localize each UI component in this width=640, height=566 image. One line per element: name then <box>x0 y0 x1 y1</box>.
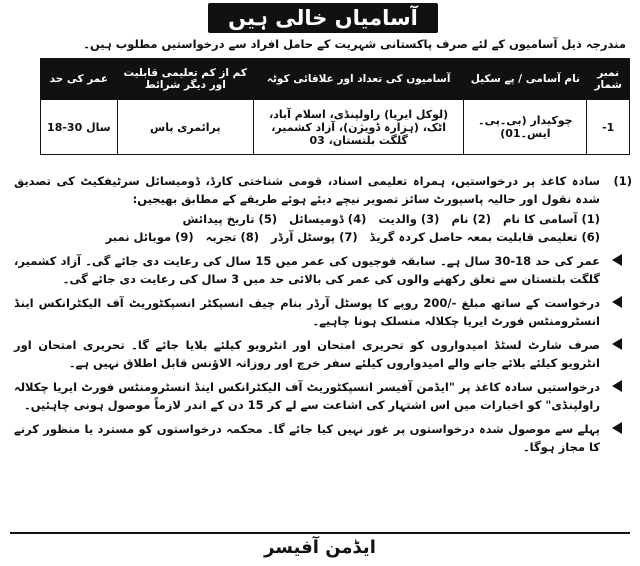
cell-serial: 1- <box>587 100 630 155</box>
header-count-quota: آسامیوں کی تعداد اور علاقائی کوٹہ <box>253 59 464 100</box>
cell-qualification: پرائمری پاس <box>117 100 253 155</box>
detail-item: (9) موبائل نمبر <box>105 230 194 244</box>
footer-divider <box>10 532 630 534</box>
item-text: عمر کی حد 18-30 سال ہے۔ سابقہ فوجیوں کی عمر میں 15 سال کی رعایت دی جائے گی۔ آزاد کشمیر، گلگت بلتستان سے تعلق رکھنے والوں کی عمر کی بالائی حد میں 3 سال کی رعایت دی جائے گی۔ <box>14 254 601 286</box>
item-text: درخواست کے ساتھ مبلغ -/200 روپے کا پوسٹل آرڈر بنام چیف انسپکٹر انسپکٹوریٹ آف الیکٹرانکس اینڈ انسٹرومنٹس فورٹ ایریا چکلالہ منسلک ہونا چاہیے۔ <box>14 296 600 328</box>
header-serial: نمبر شمار <box>587 59 630 100</box>
bullet-arrow-icon <box>612 422 622 434</box>
list-item <box>14 294 632 330</box>
bullet-arrow-icon <box>612 380 622 392</box>
item-number: (1) <box>613 174 632 188</box>
list-item <box>14 252 632 288</box>
cell-count-quota: (لوکل ایریا) راولپنڈی، اسلام آباد، اٹک، (ہزارہ ڈویژن)، آزاد کشمیر، گلگت بلتستان، 03 <box>253 100 464 155</box>
header-qualification: کم از کم تعلیمی قابلیت اور دیگر شرائط <box>117 59 253 100</box>
detail-item: (1) آسامی کا نام <box>503 212 600 226</box>
bullet-arrow-icon <box>612 254 622 266</box>
ad-title: آسامیاں خالی ہیں <box>208 3 438 33</box>
detail-item: (8) تجربہ <box>205 230 259 244</box>
bullet-arrow-icon <box>612 296 622 308</box>
detail-item: (2) نام <box>451 212 492 226</box>
item-text: درخواستیں سادہ کاغذ پر "ایڈمن آفیسر انسپکٹوریٹ آف الیکٹرانکس اینڈ انسٹرومنٹس فورٹ ایریا چکلالہ راولپنڈی" کو اخبارات میں اس اشتہار کی اشاعت سے لے کر 15 دن کے اندر لازماً موصول ہونی چاہئیں۔ <box>14 380 600 412</box>
item-text: پہلے سے موصول شدہ درخواستوں پر غور نہیں کیا جائے گا۔ محکمہ درخواستوں کو مسترد یا منظور کرنے کا مجاز ہوگا۔ <box>14 422 600 454</box>
list-item <box>14 336 632 372</box>
instructions-list <box>14 172 632 462</box>
bullet-arrow-icon <box>612 338 622 350</box>
cell-post: چوکیدار (بی۔پی۔ایس۔01) <box>464 100 587 155</box>
list-item <box>14 420 632 456</box>
header-post: نام آسامی / پے سکیل <box>464 59 587 100</box>
item-text: سادہ کاغذ پر درخواستیں، ہمراہ تعلیمی اسناد، قومی شناختی کارڈ، ڈومیسائل سرٹیفکیٹ کی تصدیق شدہ نقول اور حالیہ پاسپورٹ سائز تصویر نیچے دیئے ہوئے طریقے کے مطابق بھیجیں: <box>14 174 600 206</box>
table-header-row <box>41 59 630 100</box>
detail-item: (4) ڈومیسائل <box>289 212 367 226</box>
cell-age-limit: 18-30 سال <box>41 100 118 155</box>
signoff-admin-officer: ایڈمن آفیسر <box>264 537 376 558</box>
vacancy-table <box>40 58 630 155</box>
table-row <box>41 100 630 155</box>
detail-item: (7) پوسٹل آرڈر <box>270 230 358 244</box>
intro-text: مندرجہ ذیل آسامیوں کے لئے صرف پاکستانی شہریت کے حامل افراد سے درخواستیں مطلوب ہیں۔ <box>83 37 626 51</box>
item-text: صرف شارٹ لسٹڈ امیدواروں کو تحریری امتحان اور انٹرویو کیلئے بلایا جائے گا۔ تحریری امتحان اور انٹرویو کیلئے بلائے جانے والے امیدواروں کیلئے سفر خرچ اور روزانہ الاؤنس قابل اطلاق نہیں ہے۔ <box>14 338 600 370</box>
list-item <box>14 172 632 246</box>
list-item <box>14 378 632 414</box>
detail-item: (6) تعلیمی قابلیت بمعہ حاصل کردہ گریڈ <box>369 230 600 244</box>
detail-item: (5) تاریخ پیدائش <box>182 212 278 226</box>
required-details-list <box>14 210 600 246</box>
header-age-limit: عمر کی حد <box>41 59 118 100</box>
detail-item: (3) والدیت <box>378 212 440 226</box>
